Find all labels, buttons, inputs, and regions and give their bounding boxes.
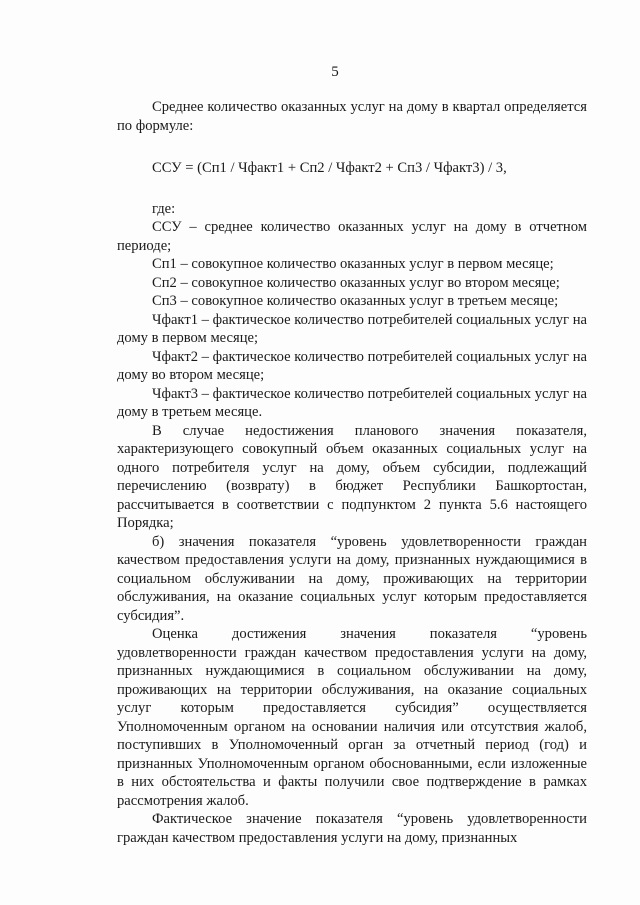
paragraph-actual: Фактическое значение показателя “уровень удовлетворенности граждан качеством предоставления услуги на дому, признанных [117,811,587,846]
paragraph-assessment: Оценка достижения значения показателя “уровень удовлетворенности граждан качеством предоставления услуги на дому, признанных нуждающимися в социальном обслуживании на дому, проживающих на территории обслуживания, на оказание социальных услуг которым предоставляется субсидия” осуществляется Уполномоченным органом на основании наличия или отсутствия жалоб, поступивших в Уполномоченный орган за отчетный период (год) и признанных Уполномоченным органом обоснованными, если изложенные в них обстоятельства и факты получили свое подтверждение в рамках рассмотрения жалоб. [117,626,587,809]
paragraph-case: В случае недостижения планового значения показателя, характеризующего совокупный объем оказанных социальных услуг на одного потребителя услуг на дому, объем субсидии, подлежащий перечислению (возврату) в бюджет Республики Башкортостан, рассчитывается в соответствии с подпунктом 2 пункта 5.6 настоящего Порядка; [117,422,587,531]
formula: ССУ = (Сп1 / Чфакт1 + Сп2 / Чфакт2 + Сп3 / Чфакт3) / 3, [152,160,507,176]
definition-ch1: Чфакт1 – фактическое количество потребителей социальных услуг на дому в первом месяце; [117,311,587,346]
paragraph-b: б) значения показателя “уровень удовлетворенности граждан качеством предоставления услуги на дому, признанных нуждающимися в социальном обслуживании на дому, проживающих на территории обслуживания, на оказание социальных услуг которым предоставляется субсидия”. [117,533,587,624]
definition-ch2: Чфакт2 – фактическое количество потребителей социальных услуг на дому во втором месяце; [117,348,587,383]
definition-sp3: Сп3 – совокупное количество оказанных услуг в третьем месяце; [152,293,559,309]
definition-sp2: Сп2 – совокупное количество оказанных услуг во втором месяце; [152,274,560,291]
paragraph-where: где: [152,200,176,217]
definition-ssu: ССУ – среднее количество оказанных услуг на дому в отчетном периоде; [117,219,587,254]
paragraph-intro: Среднее количество оказанных услуг на дому в квартал определяется по формуле: [117,99,587,134]
page-number: 5 [331,64,339,80]
definition-sp1: Сп1 – совокупное количество оказанных услуг в первом месяце; [152,256,554,272]
document-body [117,98,587,847]
definition-ch3: Чфакт3 – фактическое количество потребителей социальных услуг на дому в третьем месяце. [117,385,587,420]
